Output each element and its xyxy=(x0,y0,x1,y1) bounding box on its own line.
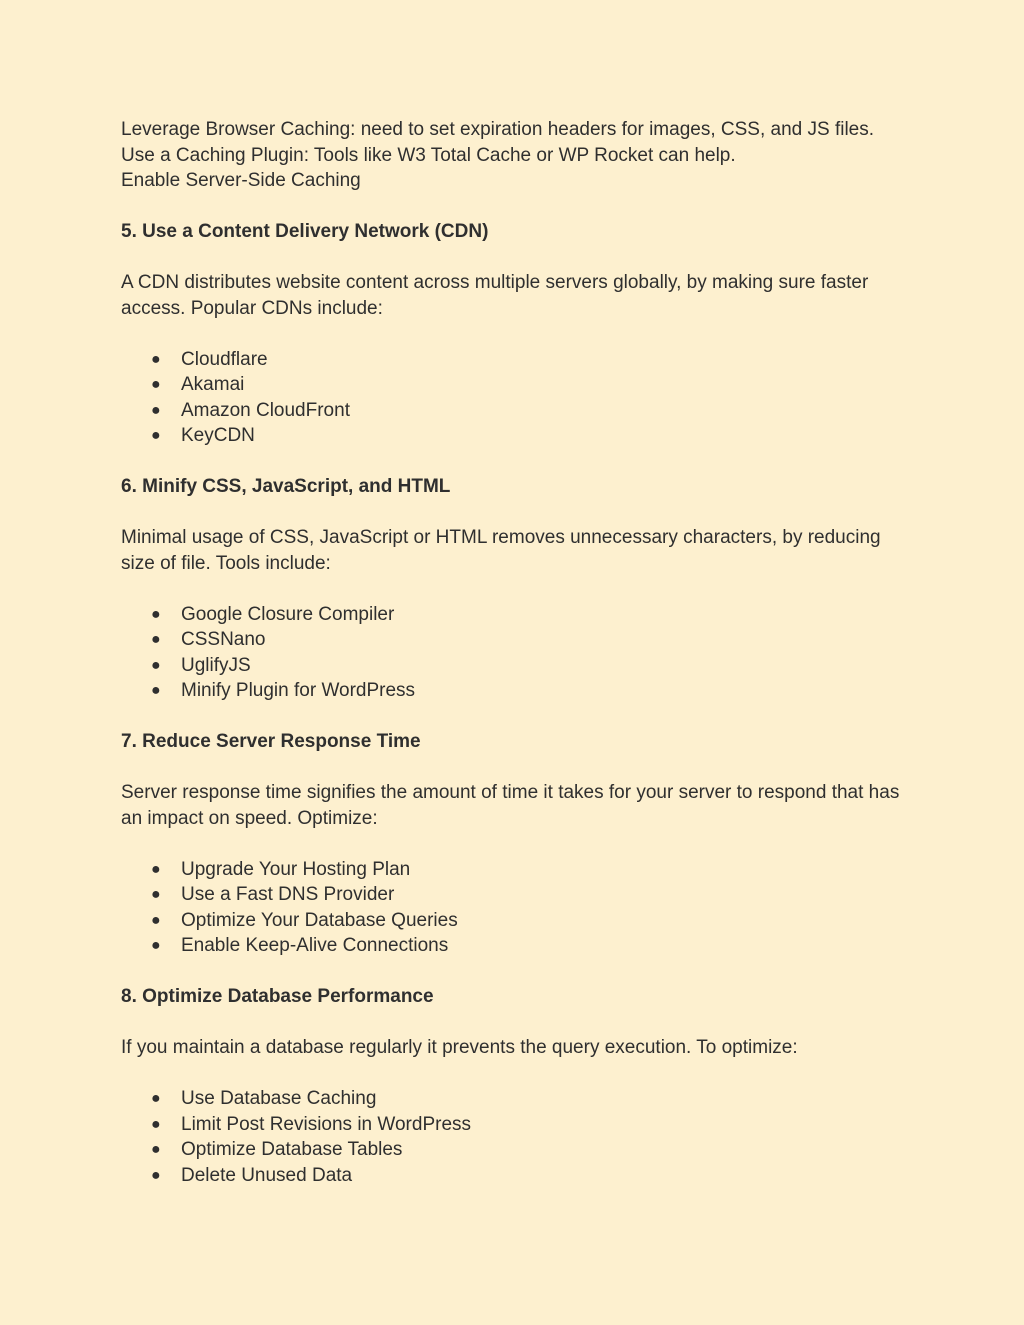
bullet-icon: ● xyxy=(151,376,161,393)
list-item-text: CSSNano xyxy=(181,629,266,650)
list-item xyxy=(121,423,904,449)
bullet-icon: ● xyxy=(151,911,161,929)
list-item xyxy=(121,908,904,934)
list-item xyxy=(121,857,904,883)
list-item xyxy=(121,627,904,653)
section-paragraph: A CDN distributes website content across multiple servers globally, by making sure faster access. Popular CDNs include: xyxy=(121,272,869,319)
list-item-text: Optimize Database Tables xyxy=(181,1139,403,1160)
list-item-text: Akamai xyxy=(181,374,245,395)
list-item xyxy=(121,653,904,679)
bullet-icon: ● xyxy=(151,605,161,623)
list-item-text: Use Database Caching xyxy=(181,1088,377,1109)
section-paragraph: Server response time signifies the amount of time it takes for your server to respond that has an impact on speed. Optimize: xyxy=(121,782,900,829)
bullet-icon: ● xyxy=(151,937,161,954)
bullet-icon: ● xyxy=(151,401,161,419)
bullet-icon: ● xyxy=(151,631,161,648)
list-item xyxy=(121,398,904,424)
section-heading: 6. Minify CSS, JavaScript, and HTML xyxy=(121,476,451,497)
bullet-list xyxy=(121,347,904,449)
list-item-text: Enable Keep-Alive Connections xyxy=(181,935,449,956)
bullet-icon: ● xyxy=(151,350,161,368)
section-heading: 5. Use a Content Delivery Network (CDN) xyxy=(121,221,489,242)
list-item xyxy=(121,1086,904,1112)
intro-line: Enable Server-Side Caching xyxy=(121,170,361,191)
section-heading: 8. Optimize Database Performance xyxy=(121,986,434,1007)
section-server-response xyxy=(121,729,904,959)
list-item-text: Minify Plugin for WordPress xyxy=(181,680,416,701)
bullet-icon: ● xyxy=(151,656,161,674)
intro-block xyxy=(121,117,904,194)
list-item xyxy=(121,882,904,908)
list-item-text: Use a Fast DNS Provider xyxy=(181,884,395,905)
list-item xyxy=(121,1112,904,1138)
intro-line: Leverage Browser Caching: need to set expiration headers for images, CSS, and JS files. xyxy=(121,119,875,140)
bullet-list xyxy=(121,857,904,959)
bullet-list xyxy=(121,602,904,704)
intro-line: Use a Caching Plugin: Tools like W3 Total Cache or WP Rocket can help. xyxy=(121,144,736,166)
bullet-icon: ● xyxy=(151,1166,161,1184)
bullet-icon: ● xyxy=(151,1090,161,1107)
bullet-list xyxy=(121,1086,904,1188)
section-heading: 7. Reduce Server Response Time xyxy=(121,731,421,752)
list-item-text: Cloudflare xyxy=(181,348,268,370)
bullet-icon: ● xyxy=(151,427,161,444)
list-item xyxy=(121,1163,904,1189)
list-item xyxy=(121,602,904,628)
section-database xyxy=(121,984,904,1188)
bullet-icon: ● xyxy=(151,860,161,878)
section-minify xyxy=(121,474,904,704)
bullet-icon: ● xyxy=(151,886,161,903)
section-paragraph: Minimal usage of CSS, JavaScript or HTML removes unnecessary characters, by reducing size of file. Tools include: xyxy=(121,527,881,574)
list-item-text: UglifyJS xyxy=(181,654,251,676)
list-item xyxy=(121,1137,904,1163)
bullet-icon: ● xyxy=(151,1115,161,1133)
list-item-text: Upgrade Your Hosting Plan xyxy=(181,858,411,880)
section-cdn xyxy=(121,219,904,449)
list-item xyxy=(121,933,904,959)
bullet-icon: ● xyxy=(151,682,161,699)
list-item-text: Limit Post Revisions in WordPress xyxy=(181,1113,472,1135)
list-item xyxy=(121,347,904,373)
list-item xyxy=(121,678,904,704)
list-item-text: Optimize Your Database Queries xyxy=(181,909,458,931)
bullet-icon: ● xyxy=(151,1141,161,1158)
list-item-text: Google Closure Compiler xyxy=(181,603,395,625)
list-item-text: Delete Unused Data xyxy=(181,1164,353,1186)
section-paragraph: If you maintain a database regularly it prevents the query execution. To optimize: xyxy=(121,1037,798,1058)
list-item-text: KeyCDN xyxy=(181,425,255,446)
list-item xyxy=(121,372,904,398)
list-item-text: Amazon CloudFront xyxy=(181,399,350,421)
